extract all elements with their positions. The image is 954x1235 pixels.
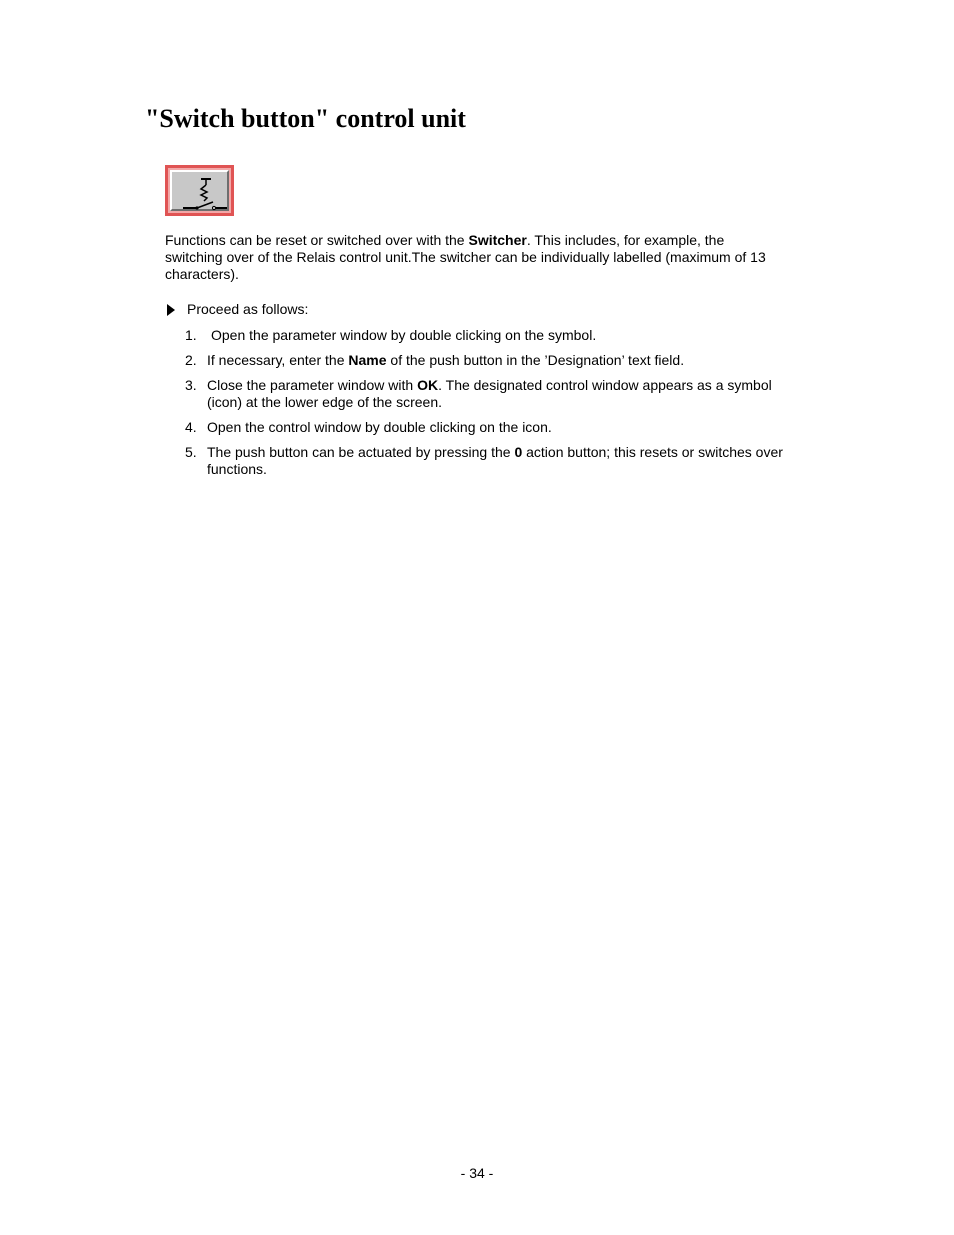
- step-text: Open the parameter window by double clicking on the symbol.: [211, 327, 597, 343]
- list-item: [185, 444, 785, 478]
- list-item: [185, 377, 785, 411]
- step-text-post: action button; this resets or switches over functions.: [207, 444, 783, 477]
- step-number: 3.: [185, 377, 197, 393]
- switch-icon: [177, 175, 233, 215]
- intro-paragraph: [165, 232, 785, 283]
- step-number: 2.: [185, 352, 197, 368]
- step-text: Open the control window by double clicking on the icon.: [207, 419, 552, 435]
- list-item: [185, 352, 785, 369]
- step-bold-ok: OK: [417, 377, 439, 393]
- arrow-right-icon: [167, 304, 175, 316]
- step-text-pre: The push button can be actuated by pressing the: [207, 444, 515, 460]
- list-item: [185, 419, 785, 436]
- steps-list: [185, 327, 785, 486]
- switch-button-face: [170, 170, 229, 211]
- step-text-post: of the push button in the ’Designation’ text field.: [386, 352, 685, 368]
- step-number: 4.: [185, 419, 197, 435]
- proceed-line: [165, 301, 308, 318]
- intro-text-1: Functions can be reset or switched over with the: [165, 232, 469, 248]
- step-bold-zero: 0: [514, 444, 523, 460]
- switch-button-icon-frame: [165, 165, 234, 216]
- intro-text-2: . This includes, for example, the switching over of the Relais control unit.The switcher can be individually labelled (maximum of 13 characters).: [165, 232, 766, 282]
- page-title: "Switch button" control unit: [145, 104, 466, 133]
- step-number: 1.: [185, 327, 197, 343]
- step-bold-name: Name: [348, 352, 387, 368]
- step-number: 5.: [185, 444, 197, 460]
- intro-bold-switcher: Switcher: [468, 232, 527, 248]
- proceed-text: Proceed as follows:: [187, 301, 309, 317]
- step-text-pre: If necessary, enter the: [207, 352, 349, 368]
- page-number: - 34 -: [460, 1165, 494, 1181]
- list-item: [185, 327, 785, 344]
- step-text-pre: Close the parameter window with: [207, 377, 418, 393]
- step-text-post: . The designated control window appears as a symbol (icon) at the lower edge of the screen.: [207, 377, 772, 410]
